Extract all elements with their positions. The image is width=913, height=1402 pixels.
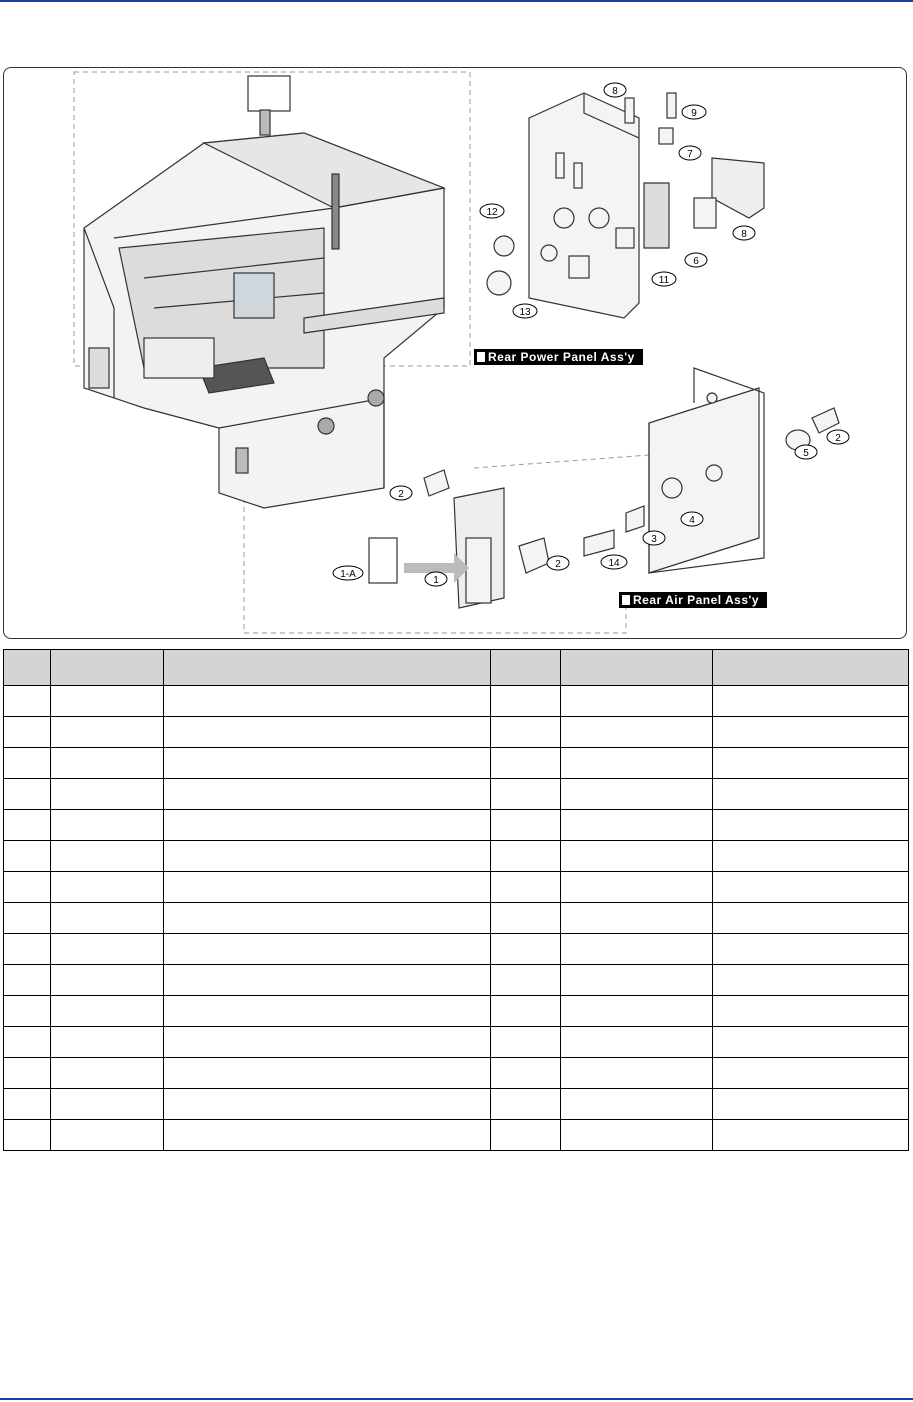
figure-drawing bbox=[4, 68, 907, 639]
table-row bbox=[4, 841, 909, 872]
machine-illustration bbox=[84, 76, 444, 508]
table-cell bbox=[51, 872, 164, 903]
svg-text:12: 12 bbox=[486, 207, 498, 218]
table-cell bbox=[51, 1027, 164, 1058]
table-cell bbox=[713, 810, 909, 841]
svg-text:13: 13 bbox=[519, 307, 531, 318]
table-cell bbox=[51, 1120, 164, 1151]
callout-2a bbox=[827, 430, 849, 444]
svg-text:4: 4 bbox=[689, 515, 695, 526]
table-cell bbox=[713, 872, 909, 903]
table-cell bbox=[4, 841, 51, 872]
table-cell bbox=[561, 779, 713, 810]
table-cell bbox=[4, 748, 51, 779]
table-row bbox=[4, 1058, 909, 1089]
table-cell bbox=[713, 1089, 909, 1120]
table-cell bbox=[164, 934, 491, 965]
callout-1 bbox=[425, 572, 447, 586]
callout-2b bbox=[390, 486, 412, 500]
rear-power-panel-label: Rear Power Panel Ass'y bbox=[474, 349, 643, 365]
table-row bbox=[4, 748, 909, 779]
table-cell bbox=[164, 748, 491, 779]
table-cell bbox=[4, 717, 51, 748]
parts-table-body bbox=[4, 686, 909, 1151]
callout-2c bbox=[547, 556, 569, 570]
table-cell bbox=[491, 1027, 561, 1058]
table-cell bbox=[713, 903, 909, 934]
table-cell bbox=[561, 1058, 713, 1089]
table-cell bbox=[51, 965, 164, 996]
callout-5 bbox=[795, 445, 817, 459]
exploded-view-figure bbox=[3, 67, 907, 639]
table-cell bbox=[4, 779, 51, 810]
svg-text:1-A: 1-A bbox=[340, 569, 356, 580]
table-row bbox=[4, 996, 909, 1027]
table-cell bbox=[4, 996, 51, 1027]
table-cell bbox=[51, 841, 164, 872]
table-cell bbox=[713, 934, 909, 965]
table-cell bbox=[713, 996, 909, 1027]
table-cell bbox=[491, 686, 561, 717]
table-cell bbox=[51, 903, 164, 934]
table-cell bbox=[561, 934, 713, 965]
parts-table bbox=[3, 649, 909, 1151]
table-cell bbox=[713, 965, 909, 996]
table-row bbox=[4, 686, 909, 717]
footer-rule bbox=[0, 1398, 913, 1400]
table-cell bbox=[491, 779, 561, 810]
table-cell bbox=[561, 717, 713, 748]
svg-text:1: 1 bbox=[433, 575, 439, 586]
svg-text:2: 2 bbox=[555, 559, 561, 570]
table-cell bbox=[561, 965, 713, 996]
table-cell bbox=[491, 748, 561, 779]
table-cell bbox=[164, 686, 491, 717]
table-cell bbox=[561, 841, 713, 872]
table-cell bbox=[164, 872, 491, 903]
table-cell bbox=[51, 686, 164, 717]
table-cell bbox=[51, 1058, 164, 1089]
table-cell bbox=[164, 996, 491, 1027]
table-cell bbox=[561, 810, 713, 841]
callout-6 bbox=[685, 253, 707, 267]
table-cell bbox=[713, 686, 909, 717]
svg-text:14: 14 bbox=[608, 558, 620, 569]
svg-text:8: 8 bbox=[612, 86, 618, 97]
callout-1a bbox=[333, 566, 363, 580]
table-cell bbox=[164, 1058, 491, 1089]
table-cell bbox=[51, 717, 164, 748]
table-row bbox=[4, 965, 909, 996]
callout-4 bbox=[681, 512, 703, 526]
table-cell bbox=[51, 779, 164, 810]
table-cell bbox=[713, 841, 909, 872]
table-cell bbox=[4, 965, 51, 996]
header-cell bbox=[4, 650, 51, 686]
table-row bbox=[4, 903, 909, 934]
table-row bbox=[4, 779, 909, 810]
svg-text:3: 3 bbox=[651, 534, 657, 545]
header-cell bbox=[164, 650, 491, 686]
table-cell bbox=[491, 717, 561, 748]
header-cell bbox=[491, 650, 561, 686]
table-cell bbox=[164, 1120, 491, 1151]
table-cell bbox=[561, 686, 713, 717]
table-row bbox=[4, 872, 909, 903]
table-cell bbox=[4, 1089, 51, 1120]
header-cell bbox=[561, 650, 713, 686]
rear-air-panel-label: Rear Air Panel Ass'y bbox=[619, 592, 767, 608]
table-cell bbox=[561, 1027, 713, 1058]
svg-text:7: 7 bbox=[687, 149, 693, 160]
table-cell bbox=[491, 810, 561, 841]
table-cell bbox=[4, 1058, 51, 1089]
table-cell bbox=[164, 779, 491, 810]
table-cell bbox=[561, 1120, 713, 1151]
callout-14 bbox=[601, 555, 627, 569]
table-cell bbox=[491, 903, 561, 934]
svg-text:6: 6 bbox=[693, 256, 699, 267]
table-row bbox=[4, 717, 909, 748]
table-row bbox=[4, 810, 909, 841]
table-cell bbox=[713, 717, 909, 748]
table-cell bbox=[4, 903, 51, 934]
callout-11 bbox=[652, 272, 676, 286]
svg-text:2: 2 bbox=[398, 489, 404, 500]
svg-text:11: 11 bbox=[658, 275, 670, 286]
table-cell bbox=[164, 1089, 491, 1120]
table-cell bbox=[51, 934, 164, 965]
table-cell bbox=[713, 748, 909, 779]
svg-text:2: 2 bbox=[835, 433, 841, 444]
table-cell bbox=[4, 686, 51, 717]
callout-9 bbox=[604, 83, 626, 97]
table-cell bbox=[491, 1058, 561, 1089]
table-cell bbox=[491, 934, 561, 965]
table-cell bbox=[4, 1027, 51, 1058]
callout-7 bbox=[679, 146, 701, 160]
table-row bbox=[4, 1027, 909, 1058]
table-row bbox=[4, 1120, 909, 1151]
table-cell bbox=[4, 1120, 51, 1151]
table-cell bbox=[713, 1058, 909, 1089]
table-cell bbox=[713, 779, 909, 810]
table-cell bbox=[164, 810, 491, 841]
svg-text:8: 8 bbox=[741, 229, 747, 240]
table-cell bbox=[164, 1027, 491, 1058]
table-cell bbox=[713, 1120, 909, 1151]
rear-power-panel-illustration bbox=[487, 93, 764, 318]
table-cell bbox=[51, 748, 164, 779]
table-row bbox=[4, 1089, 909, 1120]
table-cell bbox=[491, 1120, 561, 1151]
callout-3 bbox=[643, 531, 665, 545]
svg-text:9: 9 bbox=[691, 108, 697, 119]
table-cell bbox=[4, 934, 51, 965]
table-cell bbox=[491, 1089, 561, 1120]
header-cell bbox=[51, 650, 164, 686]
table-cell bbox=[4, 810, 51, 841]
table-cell bbox=[491, 965, 561, 996]
callout-10 bbox=[682, 105, 706, 119]
table-cell bbox=[51, 810, 164, 841]
table-cell bbox=[561, 996, 713, 1027]
callout-13 bbox=[513, 304, 537, 318]
table-cell bbox=[491, 996, 561, 1027]
table-cell bbox=[164, 841, 491, 872]
table-cell bbox=[491, 841, 561, 872]
callout-8 bbox=[733, 226, 755, 240]
callout-12 bbox=[480, 204, 504, 218]
header-cell bbox=[713, 650, 909, 686]
table-cell bbox=[713, 1027, 909, 1058]
header-rule bbox=[0, 0, 913, 2]
svg-text:5: 5 bbox=[803, 448, 809, 459]
table-cell bbox=[561, 748, 713, 779]
table-cell bbox=[561, 1089, 713, 1120]
table-cell bbox=[491, 872, 561, 903]
table-cell bbox=[51, 996, 164, 1027]
table-cell bbox=[561, 872, 713, 903]
table-row bbox=[4, 934, 909, 965]
table-cell bbox=[164, 903, 491, 934]
table-cell bbox=[164, 965, 491, 996]
table-cell bbox=[164, 717, 491, 748]
table-cell bbox=[51, 1089, 164, 1120]
table-header-row bbox=[4, 650, 909, 686]
table-cell bbox=[561, 903, 713, 934]
table-cell bbox=[4, 872, 51, 903]
